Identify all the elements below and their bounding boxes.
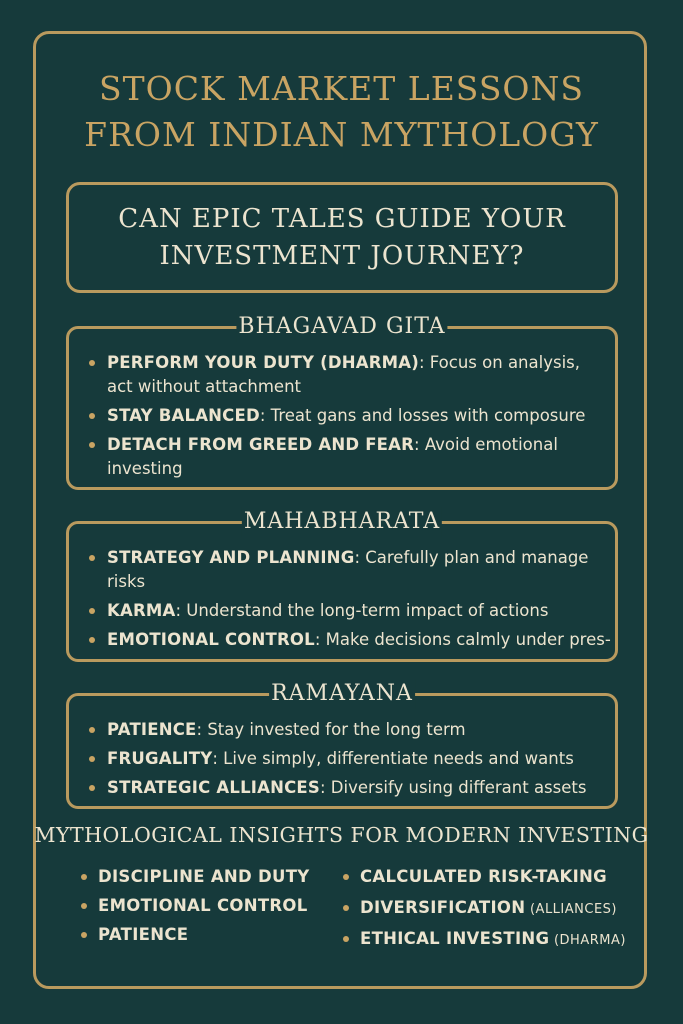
question-box <box>66 182 618 293</box>
list-item <box>89 599 603 623</box>
list-item <box>89 404 603 428</box>
list-item: EMOTIONAL CONTROL <box>81 891 310 920</box>
heading-rule-right <box>431 693 501 696</box>
list-item <box>343 893 626 924</box>
point-text: : Stay invested for the long term <box>196 720 466 739</box>
point-text: : Focus on analysis, act without attachment <box>107 353 580 396</box>
point-text: : Avoid emotional investing <box>107 435 558 478</box>
point-text: : Live simply, differentiate needs and wants <box>212 749 574 768</box>
list-item <box>89 351 603 399</box>
section-heading: RAMAYANA <box>269 679 415 709</box>
question-text <box>118 201 566 275</box>
point-term: STRATEGY AND PLANNING <box>107 548 355 567</box>
insights-heading: MYTHOLOGICAL INSIGHTS FOR MODERN INVESTING <box>34 823 649 847</box>
insight-label: ETHICAL INVESTING <box>360 929 550 948</box>
point-text: : Treat gans and losses with composure <box>259 406 586 425</box>
point-term: EMOTIONAL CONTROL <box>107 630 315 649</box>
insight-note: (ALLIANCES) <box>525 902 617 917</box>
page-title <box>0 66 683 158</box>
point-term: DETACH FROM GREED AND FEAR <box>107 435 415 454</box>
section-bhagavad-gita <box>66 314 618 490</box>
section-ramayana <box>66 681 618 809</box>
point-term: FRUGALITY <box>107 749 213 768</box>
point-text: : Diversify using differant assets <box>319 778 587 797</box>
insights-left-list <box>81 862 310 949</box>
point-term: STRATEGIC ALLIANCES <box>107 778 320 797</box>
point-term: STAY BALANCED <box>107 406 260 425</box>
list-item <box>343 924 626 955</box>
point-text: : Carefully plan and manage risks <box>107 548 589 591</box>
point-term: PERFORM YOUR DUTY (DHARMA) <box>107 353 419 372</box>
list-item: PATIENCE <box>81 920 310 949</box>
list-item: DISCIPLINE AND DUTY <box>81 862 310 891</box>
insight-label: DIVERSIFICATION <box>360 898 526 917</box>
section-mahabharata <box>66 509 618 662</box>
section-heading-row <box>150 312 533 342</box>
section-heading: BHAGAVAD GITA <box>236 312 447 342</box>
list-item <box>89 628 611 652</box>
heading-rule-right <box>458 521 528 524</box>
insight-label: CALCULATED RISK-TAKING <box>360 867 607 886</box>
section-points <box>89 718 603 805</box>
title-line-1: STOCK MARKET LESSONS <box>99 69 584 108</box>
point-term: KARMA <box>107 601 176 620</box>
question-line-1: CAN EPIC TALES GUIDE YOUR <box>118 203 566 234</box>
section-heading: MAHABHARATA <box>242 507 442 537</box>
point-text: : Make decisions calmly under pres- <box>314 630 611 649</box>
title-line-2: FROM INDIAN MYTHOLOGY <box>84 115 599 154</box>
heading-rule-left <box>156 521 226 524</box>
section-heading-row <box>156 507 528 537</box>
heading-rule-left <box>183 693 253 696</box>
point-text: : Understand the long-term impact of actions <box>175 601 549 620</box>
heading-rule-right <box>464 326 534 329</box>
list-item <box>89 546 603 594</box>
insights-right-list <box>343 862 626 955</box>
list-item <box>89 776 603 800</box>
list-item <box>89 747 603 771</box>
insight-note: (DHARMA) <box>549 933 626 948</box>
list-item <box>89 718 603 742</box>
point-term: PATIENCE <box>107 720 197 739</box>
section-heading-row <box>183 679 501 709</box>
list-item <box>343 862 626 893</box>
question-line-2: INVESTMENT JOURNEY? <box>159 240 525 271</box>
section-points <box>89 546 611 657</box>
list-item <box>89 433 603 481</box>
heading-rule-left <box>150 326 220 329</box>
section-points <box>89 351 603 486</box>
